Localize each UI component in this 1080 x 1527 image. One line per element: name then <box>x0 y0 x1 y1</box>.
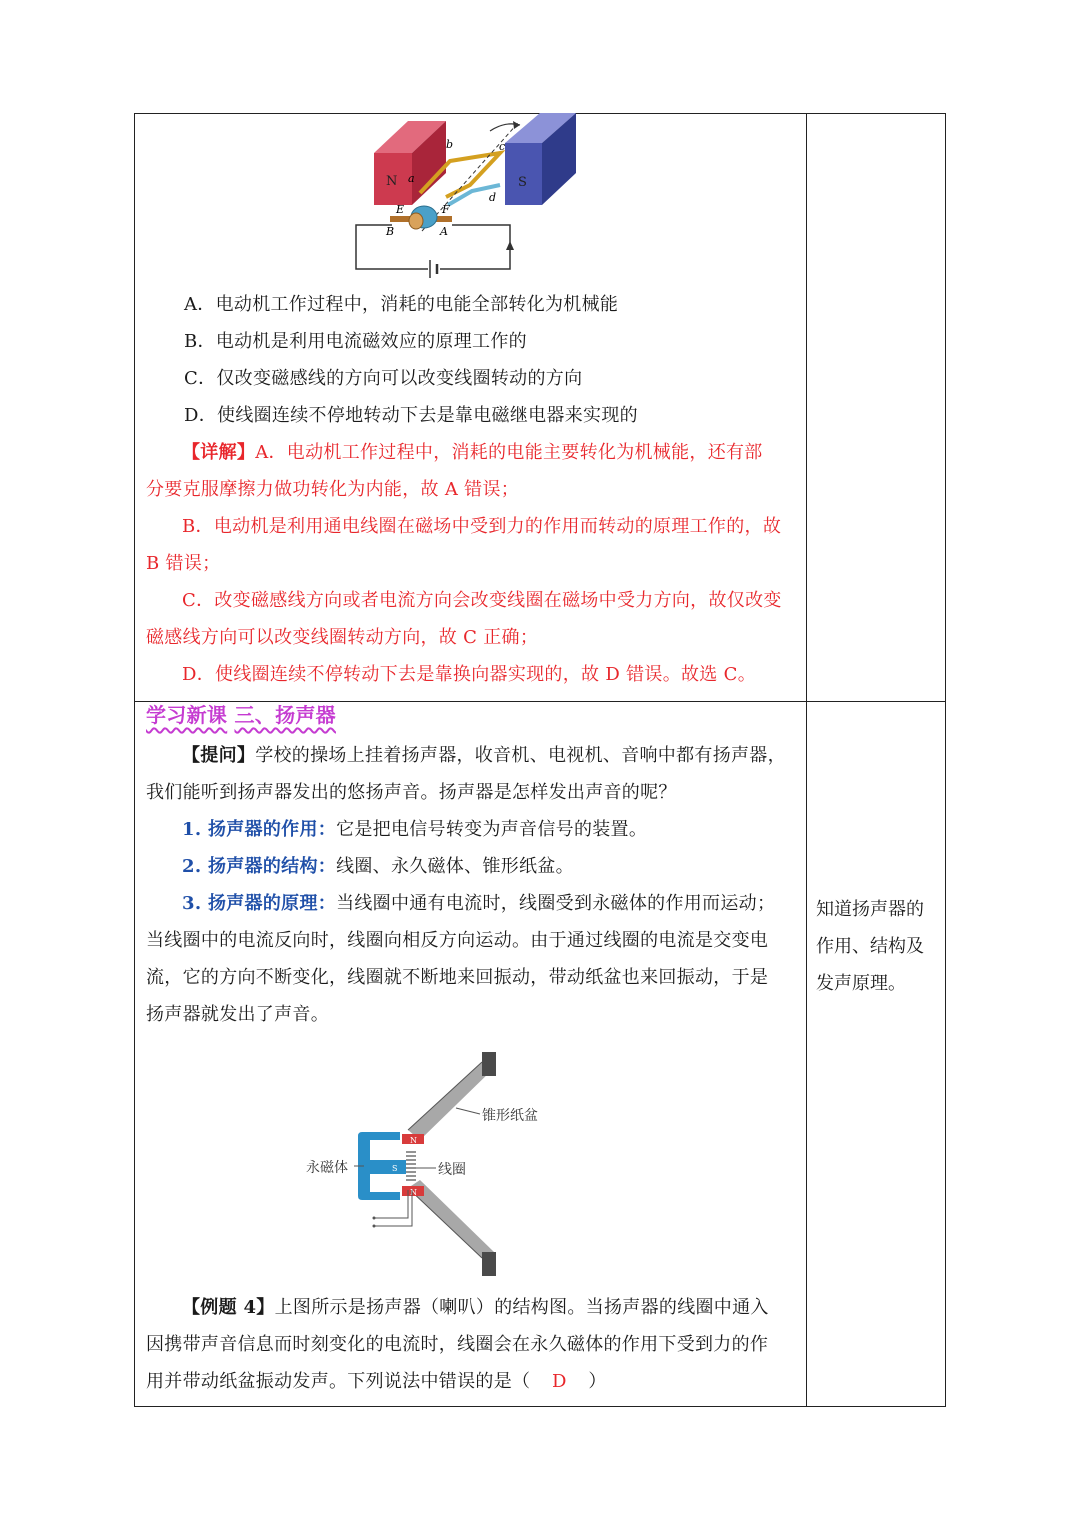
cone-upper <box>408 1062 494 1140</box>
n-label: N <box>386 174 398 189</box>
circuit-wire-right <box>440 225 510 269</box>
side-note-line-2: 作用、结构及 <box>816 936 924 957</box>
magnet-s-label: S <box>392 1164 398 1173</box>
row-divider <box>134 701 946 702</box>
s-label: S <box>518 175 527 190</box>
side-note-line-3: 发声原理。 <box>816 973 906 994</box>
magnet-n-bottom-label: N <box>410 1188 417 1197</box>
example-text-1: 上图所示是扬声器（喇叭）的结构图。当扬声器的线圈中通入 <box>274 1297 769 1318</box>
example-answer: D <box>551 1371 567 1392</box>
point-2-label: 2. 扬声器的结构： <box>182 856 337 877</box>
frame-top <box>482 1052 496 1076</box>
example-line-3 <box>146 1370 607 1394</box>
section-heading-right: 三、扬声器 <box>234 703 336 727</box>
option-d: D．使线圈连续不停地转动下去是靠电磁继电器来实现的 <box>184 405 638 426</box>
coil-label: 线圈 <box>438 1162 466 1178</box>
question-line-2: 我们能听到扬声器发出的悠扬声音。扬声器是怎样发出声音的呢？ <box>146 782 677 803</box>
explanation-line-4: B 错误； <box>146 553 221 574</box>
example-line-2: 因携带声音信息而时刻变化的电流时，线圈会在永久磁体的作用下受到力的作 <box>146 1334 769 1355</box>
point-1-label: 1. 扬声器的作用： <box>182 819 337 840</box>
s-magnet-front <box>505 143 542 205</box>
label-B: B <box>386 225 395 238</box>
cone-leader <box>456 1108 480 1114</box>
side-note-line-1: 知道扬声器的 <box>816 899 924 920</box>
point-2 <box>182 855 574 879</box>
label-F: F <box>442 203 450 216</box>
current-arrow <box>506 241 514 250</box>
terminal-1 <box>373 1217 376 1220</box>
explanation-line-1 <box>182 441 763 465</box>
example-text-3b: ） <box>588 1371 607 1392</box>
point-3-label: 3. 扬声器的原理： <box>182 893 337 914</box>
explanation-line-6: 磁感线方向可以改变线圈转动方向，故 C 正确； <box>146 627 539 648</box>
magnet-label: 永磁体 <box>306 1160 348 1176</box>
option-c: C．仅改变磁感线的方向可以改变线圈转动的方向 <box>184 368 583 389</box>
explanation-line-2: 分要克服摩擦力做功转化为内能，故 A 错误； <box>146 479 520 500</box>
rotation-arrowhead <box>513 121 520 129</box>
label-E: E <box>396 203 405 216</box>
explanation-line-3: B．电动机是利用通电线圈在磁场中受到力的作用而转动的原理工作的，故 <box>182 516 782 537</box>
coil <box>406 1152 416 1180</box>
question-tag: 【提问】 <box>182 745 256 766</box>
explanation-tag: 【详解】 <box>182 442 256 463</box>
question-text-1: 学校的操场上挂着扬声器，收音机、电视机、音响中都有扬声器， <box>255 745 786 766</box>
explanation-text-1: A．电动机工作过程中，消耗的电能主要转化为机械能，还有部 <box>255 442 763 463</box>
option-a: A．电动机工作过程中，消耗的电能全部转化为机械能 <box>184 294 619 315</box>
question-line-1 <box>182 744 786 768</box>
point-3-text: 当线圈中通有电流时，线圈受到永磁体的作用而运动； <box>336 893 776 914</box>
column-divider <box>806 113 807 1407</box>
point-3 <box>182 892 775 916</box>
magnet-core <box>364 1160 406 1174</box>
magnet-n-top-label: N <box>410 1136 417 1145</box>
speaker-figure <box>300 1048 560 1280</box>
label-d: d <box>489 191 497 204</box>
section-heading-left: 学习新课 <box>146 703 228 727</box>
label-A: A <box>440 225 448 238</box>
label-c: c <box>499 140 506 153</box>
commutator-end <box>409 213 423 229</box>
point-1-text: 它是把电信号转变为声音信号的装置。 <box>336 819 648 840</box>
example-text-3a: 用并带动纸盆振动发声。下列说法中错误的是（ <box>146 1371 531 1392</box>
example-line-1 <box>182 1296 769 1320</box>
section-heading <box>146 703 336 727</box>
frame-bottom <box>482 1252 496 1276</box>
point-1 <box>182 818 647 842</box>
cone-label: 锥形纸盆 <box>482 1108 538 1124</box>
cone-lower-edge <box>408 1188 482 1258</box>
option-b: B．电动机是利用电流磁效应的原理工作的 <box>184 331 527 352</box>
label-b: b <box>446 138 454 151</box>
terminal-2 <box>373 1225 376 1228</box>
label-a: a <box>408 172 415 185</box>
explanation-line-5: C．改变磁感线方向或者电流方向会改变线圈在磁场中受力方向，故仅改变 <box>182 590 782 611</box>
example-tag: 【例题 4】 <box>182 1297 275 1318</box>
motor-figure <box>350 113 590 283</box>
point-2-text: 线圈、永久磁体、锥形纸盆。 <box>336 856 574 877</box>
principle-line-4: 扬声器就发出了声音。 <box>146 1004 329 1025</box>
principle-line-3: 流，它的方向不断变化，线圈就不断地来回振动，带动纸盆也来回振动，于是 <box>146 967 769 988</box>
principle-line-2: 当线圈中的电流反向时，线圈向相反方向运动。由于通过线圈的电流是交变电 <box>146 930 769 951</box>
cone-upper-edge <box>408 1062 482 1130</box>
explanation-line-7: D．使线圈连续不停转动下去是靠换向器实现的，故 D 错误。故选 C。 <box>182 664 756 685</box>
